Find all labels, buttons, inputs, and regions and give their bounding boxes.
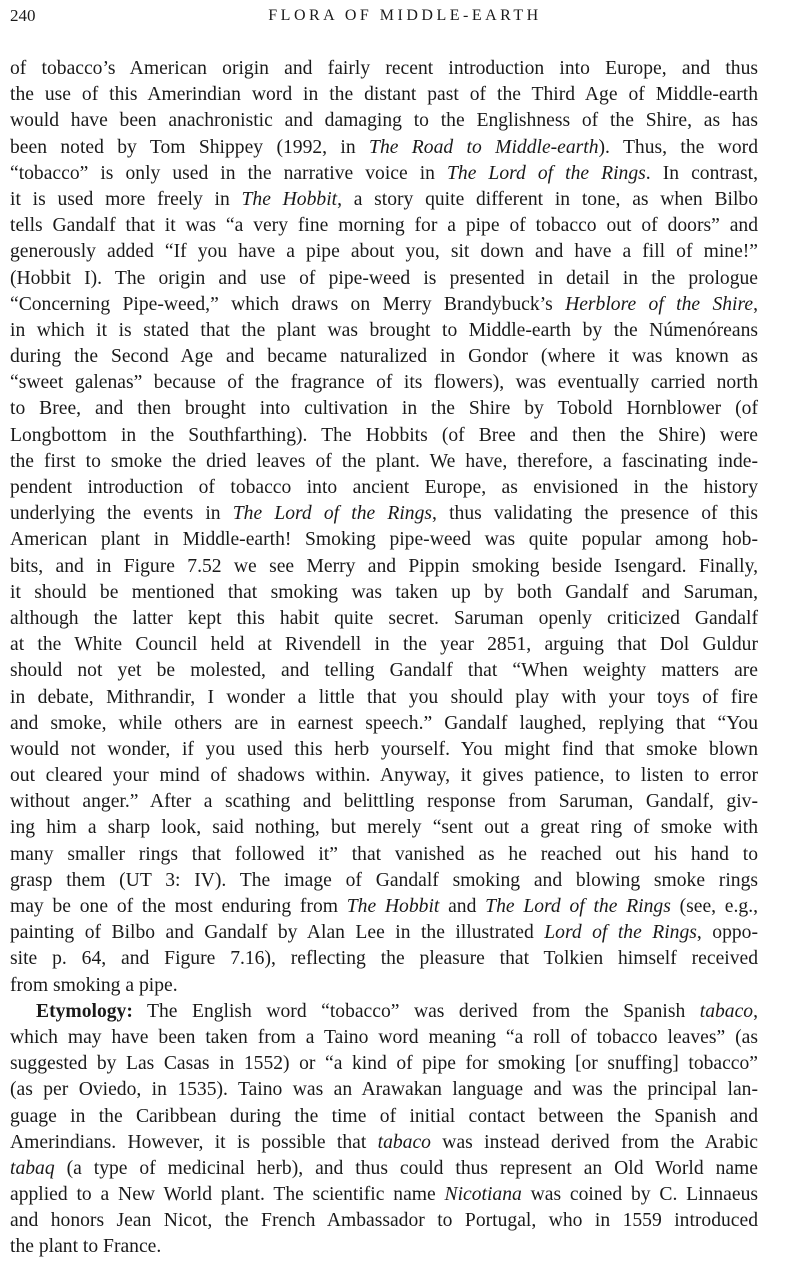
text-line: at the White Council held at Rivendell in the year 2851, arguing that Dol Guldur xyxy=(10,634,758,656)
text-line: painting of Bilbo and Gandalf by Alan Lee in the illustrated Lord of the Rings, oppo- xyxy=(10,922,758,944)
book-title: The Hobbit xyxy=(241,188,338,210)
running-title: FLORA OF MIDDLE-EARTH xyxy=(268,7,542,24)
text-line: may be one of the most enduring from The Hobbit and The Lord of the Rings (see, e.g., xyxy=(10,896,758,917)
text-line: tabaq (a type of medicinal herb), and thus could thus represent an Old World name xyxy=(10,1157,758,1179)
text-line: “sweet galenas” because of the fragrance of its flowers), was eventually carried north xyxy=(10,372,758,394)
text-line: the plant to France. xyxy=(10,1236,162,1258)
section-heading: Etymology: xyxy=(36,1000,133,1022)
text-line: underlying the events in The Lord of the Rings, thus validating the presence of this xyxy=(10,503,758,525)
text-line: although the latter kept this habit quite secret. Saruman openly criticized Gandalf xyxy=(10,607,758,629)
text-line: tells Gandalf that it was “a very fine morning for a pipe of tobacco out of doors” and xyxy=(10,215,758,237)
book-title: The Hobbit xyxy=(346,896,440,917)
text-line: it should be mentioned that smoking was taken up by both Gandalf and Saruman, xyxy=(10,581,758,603)
text-line: been noted by Tom Shippey (1992, in The Road to Middle-earth). Thus, the word xyxy=(10,136,758,158)
text-line: in which it is stated that the plant was brought to Middle-earth by the Númenóreans xyxy=(10,319,758,341)
text-line: should not yet be molested, and telling Gandalf that “When weighty matters are xyxy=(10,660,758,682)
scientific-name: Nicotiana xyxy=(444,1184,522,1206)
text-line: generously added “If you have a pipe about you, sit down and have a fill of mine!” xyxy=(10,241,758,263)
text-line: out cleared your mind of shadows within. Anyway, it gives patience, to listen to error xyxy=(10,765,758,787)
text-line: suggested by Las Casas in 1552) or “a kind of pipe for smoking [or snuffing] tobacco” xyxy=(10,1053,758,1075)
text-line: grasp them (UT 3: IV). The image of Gandalf smoking and blowing smoke rings xyxy=(10,869,758,891)
text-line: Longbottom in the Southfarthing). The Hobbits (of Bree and then the Shire) were xyxy=(10,424,758,446)
foreign-term: tabaco xyxy=(377,1131,431,1153)
text-line: it is used more freely in The Hobbit, a story quite different in tone, as when Bilbo xyxy=(10,188,758,210)
text-line: applied to a New World plant. The scientific name Nicotiana was coined by C. Linnaeus xyxy=(10,1184,758,1206)
paragraph-etymology xyxy=(10,999,758,1261)
text-line: the first to smoke the dried leaves of the plant. We have, therefore, a fascinating inde- xyxy=(10,450,758,472)
text-line: American plant in Middle-earth! Smoking pipe-weed was quite popular among hob- xyxy=(10,529,758,551)
text-line: and honors Jean Nicot, the French Ambassador to Portugal, who in 1559 introduced xyxy=(10,1210,758,1232)
text-line: and smoke, while others are in earnest speech.” Gandalf laughed, replying that “You xyxy=(10,712,758,734)
text-line: pendent introduction of tobacco into ancient Europe, as envisioned in the history xyxy=(10,477,758,498)
body-text xyxy=(10,56,758,1261)
page-number: 240 xyxy=(10,6,36,25)
text-line: of tobacco’s American origin and fairly recent introduction into Europe, and thus xyxy=(10,58,758,79)
text-line: Etymology: The English word “tobacco” was derived from the Spanish tabaco, xyxy=(36,1000,758,1022)
text-line: (as per Oviedo, in 1535). Taino was an Arawakan language and was the principal lan- xyxy=(10,1079,758,1101)
book-title: Herblore of the Shire xyxy=(565,293,754,315)
text-line: to Bree, and then brought into cultivation in the Shire by Tobold Hornblower (of xyxy=(10,398,758,420)
text-line: Amerindians. However, it is possible that tabaco was instead derived from the Arabic xyxy=(10,1131,758,1153)
text-line: bits, and in Figure 7.52 we see Merry and Pippin smoking beside Isengard. Finally, xyxy=(10,555,758,577)
text-line: the use of this Amerindian word in the distant past of the Third Age of Middle-earth xyxy=(10,84,758,106)
book-title: The Lord of the Rings xyxy=(232,503,433,525)
text-line: in debate, Mithrandir, I wonder a little that you should play with your toys of fire xyxy=(10,686,758,708)
text-line: site p. 64, and Figure 7.16), reflecting the pleasure that Tolkien himself received xyxy=(10,948,758,970)
book-title: The Road to Middle-earth xyxy=(369,136,599,158)
text-line: many smaller rings that followed it” that vanished as he reached out his hand to xyxy=(10,843,758,865)
foreign-term: tabaq xyxy=(10,1157,55,1179)
text-line: would have been anachronistic and damaging to the Englishness of the Shire, as has xyxy=(10,110,758,132)
running-header xyxy=(10,4,790,28)
book-title: Lord of the Rings xyxy=(544,922,697,944)
text-line: without anger.” After a scathing and belittling response from Saruman, Gandalf, giv- xyxy=(10,791,758,813)
book-title: The Lord of the Rings xyxy=(447,162,646,184)
text-line: which may have been taken from a Taino word meaning “a roll of tobacco leaves” (as xyxy=(10,1026,758,1048)
paragraph-pipe-weed xyxy=(10,56,758,999)
book-title: The Lord of the Rings xyxy=(485,896,671,917)
text-line: (Hobbit I). The origin and use of pipe-weed is presented in detail in the prologue xyxy=(10,267,758,289)
text-line: from smoking a pipe. xyxy=(10,974,178,996)
text-line: “Concerning Pipe-weed,” which draws on Merry Brandybuck’s Herblore of the Shire, xyxy=(10,293,758,315)
text-line: ing him a sharp look, said nothing, but merely “sent out a great ring of smoke with xyxy=(10,817,758,839)
text-line: guage in the Caribbean during the time of initial contact between the Spanish and xyxy=(10,1105,758,1127)
text-line: during the Second Age and became naturalized in Gondor (where it was known as xyxy=(10,346,758,368)
text-line: would not wonder, if you used this herb yourself. You might find that smoke blown xyxy=(10,738,758,760)
foreign-term: tabaco xyxy=(699,1000,754,1022)
text-line: “tobacco” is only used in the narrative voice in The Lord of the Rings. In contrast, xyxy=(10,162,758,184)
